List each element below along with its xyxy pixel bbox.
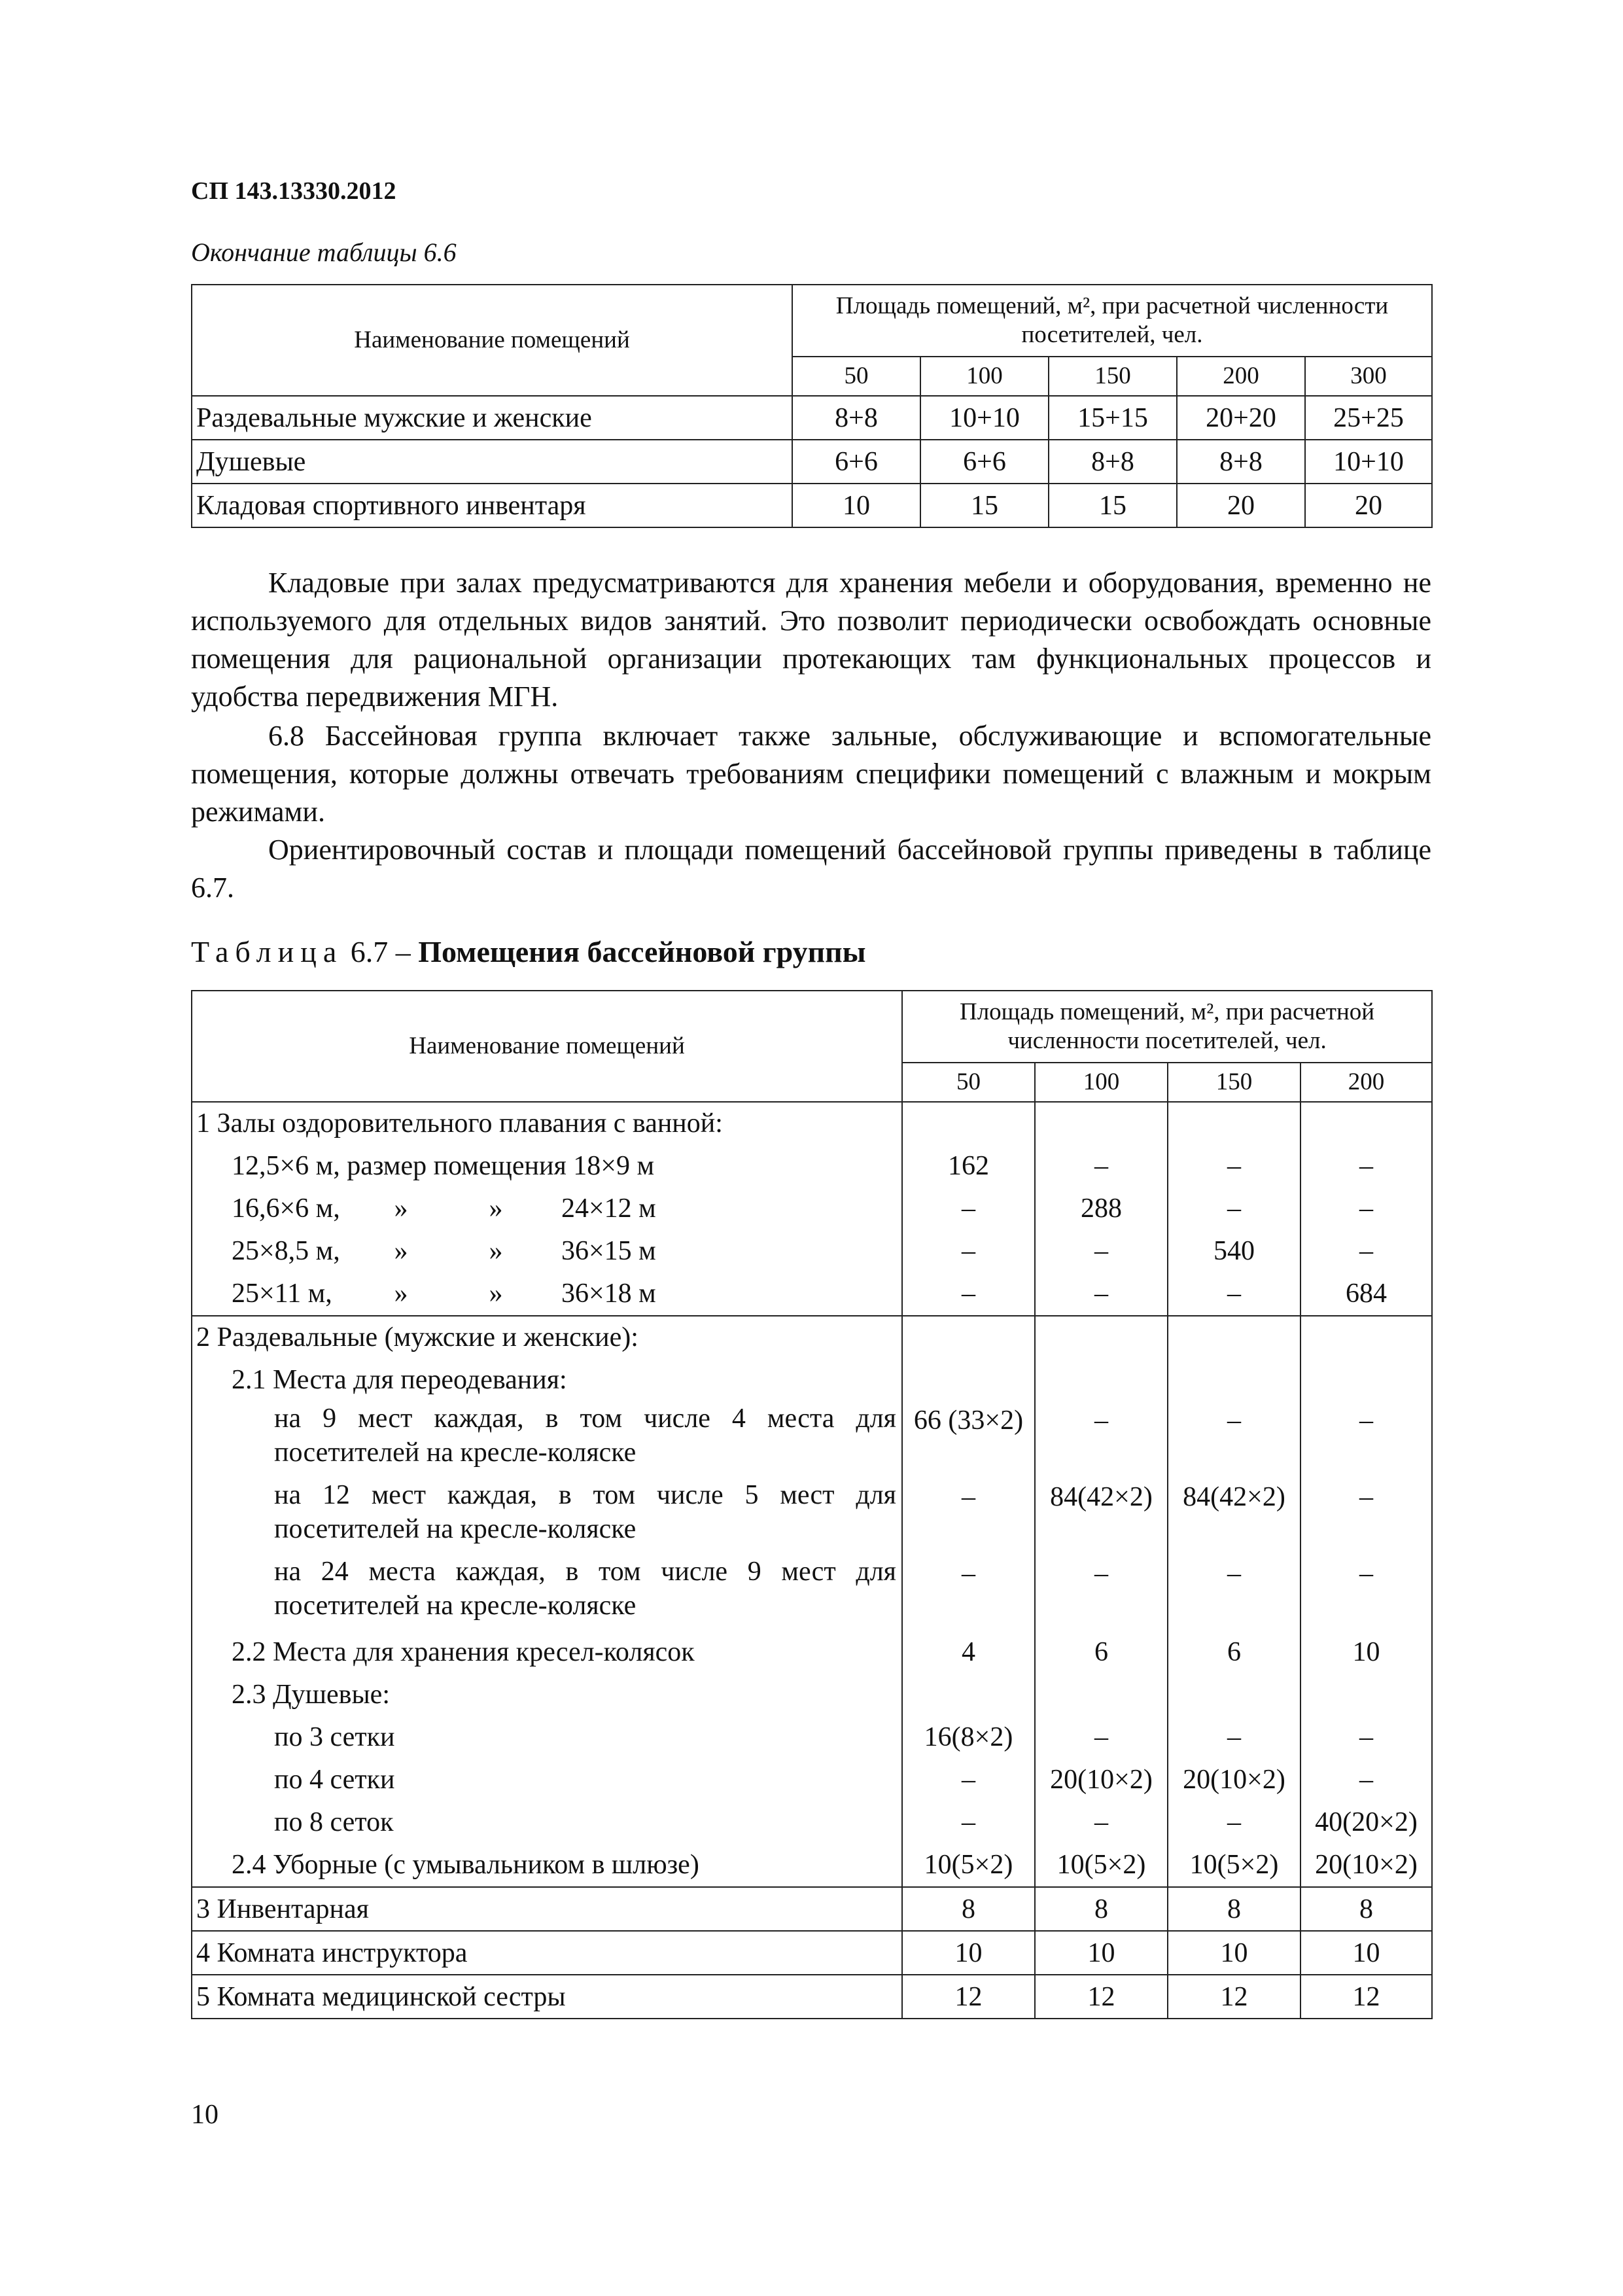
cell: 10 [1168,1931,1300,1975]
table-caption: Таблица 6.7 – Помещения бассейновой группы [191,935,866,968]
cell: 10+10 [1305,440,1432,484]
cell: 8 [1300,1887,1432,1931]
cell: 8 [902,1887,1035,1931]
table-row [192,1975,1432,2019]
row-name: 5 Комната медицинской сестры [192,1975,902,2019]
cell: 8+8 [1177,440,1305,484]
col-header: 300 [1305,357,1432,396]
list-item: 25×11 м, » » 36×18 м [232,1279,656,1309]
cell: 8+8 [1049,440,1177,484]
list-item: на 24 места каждая, в том числе 9 мест для посетителей на кресле-коляске [274,1557,896,1621]
cell: – 84(42×2) – 6 – 20(10×2) – 10(5×2) [1168,1316,1300,1887]
col-header: 150 [1049,357,1177,396]
name-column-header: Наименование помещений [192,991,902,1102]
table-6-7 [191,990,1433,2019]
row-name: 3 Инвентарная [192,1887,902,1931]
cell: 12 [902,1975,1035,2019]
list-item: 12,5×6 м, размер помещения 18×9 м [232,1151,655,1181]
cell: – – 540 – [1168,1102,1300,1316]
col-header: 50 [902,1063,1035,1102]
list-item: на 12 мест каждая, в том числе 5 мест для посетителей на кресле-коляске [274,1480,896,1544]
cell: 12 [1168,1975,1300,2019]
document-code: СП 143.13330.2012 [191,177,396,205]
cell: 12 [1300,1975,1432,2019]
subgroup-title: 2.1 Места для переодевания: [232,1365,567,1395]
cell: 8 [1035,1887,1168,1931]
group-title: 1 Залы оздоровительного плавания с ванной: [196,1108,723,1139]
subgroup-title: 2.3 Душевые: [232,1680,390,1710]
col-header: 150 [1168,1063,1300,1102]
table-6-6 [191,284,1433,528]
list-item: по 3 сетки [274,1722,395,1752]
row-name: 4 Комната инструктора [192,1931,902,1975]
cell: 15 [920,484,1049,527]
table-row [192,440,1432,484]
area-column-header: Площадь помещений, м², при расчетной численности посетителей, чел. [902,991,1432,1063]
row-name: Душевые [192,440,792,484]
list-item: 2.2 Места для хранения кресел-колясок [232,1637,695,1667]
cell: 25+25 [1305,396,1432,440]
cell: – 288 – – [1035,1102,1168,1316]
list-item: по 4 сетки [274,1765,395,1795]
cell: 6+6 [792,440,920,484]
area-column-header: Площадь помещений, м², при расчетной численности посетителей, чел. [792,285,1432,357]
list-item: 25×8,5 м, » » 36×15 м [232,1236,656,1266]
col-header: 100 [1035,1063,1168,1102]
cell: 12 [1035,1975,1168,2019]
col-header: 100 [920,357,1049,396]
cell: – – – 684 [1300,1102,1432,1316]
table-row [192,396,1432,440]
cell: 66 (33×2) – – 4 16(8×2) – – 10(5×2) [902,1316,1035,1887]
paragraph: 6.8 Бассейновая группа включает также зальные, обслуживающие и вспомогательные помещения, которые должны отвечать требованиям специфики помещений с влажным и мокрым режимами. [191,720,1431,828]
cell: 8+8 [792,396,920,440]
cell: 10 [902,1931,1035,1975]
cell: 10+10 [920,396,1049,440]
cell: 20 [1305,484,1432,527]
name-column-header: Наименование помещений [192,285,792,396]
table-row [192,1931,1432,1975]
group-title: 2 Раздевальные (мужские и женские): [196,1322,638,1352]
list-item: 16,6×6 м, » » 24×12 м [232,1193,656,1224]
cell: 20+20 [1177,396,1305,440]
col-header: 50 [792,357,920,396]
cell: – – – 10 – – 40(20×2) 20(10×2) [1300,1316,1432,1887]
table-row-group-pools [192,1102,1432,1316]
cell: 6+6 [920,440,1049,484]
list-item: по 8 сеток [274,1807,394,1837]
cell: 10 [1300,1931,1432,1975]
row-name [192,1102,902,1316]
col-header: 200 [1177,357,1305,396]
cell: 15 [1049,484,1177,527]
page-number: 10 [191,2100,218,2130]
cell: 162 – – – [902,1102,1035,1316]
cell: 20 [1177,484,1305,527]
paragraph: Ориентировочный состав и площади помещений бассейновой группы приведены в таблице 6.7. [191,834,1431,904]
list-item: на 9 мест каждая, в том числе 4 места для посетителей на кресле-коляске [274,1404,896,1468]
paragraph: Кладовые при залах предусматриваются для хранения мебели и оборудования, временно не используемого для отдельных видов занятий. Это позволит периодически освобождать основные помещения для рациональной организации протекающих там функциональных процессов и удобства передвижения МГН. [191,567,1431,713]
cell: 8 [1168,1887,1300,1931]
cell: 10 [792,484,920,527]
cell: 10 [1035,1931,1168,1975]
table-row [192,484,1432,527]
table-continuation-label: Окончание таблицы 6.6 [191,238,457,267]
list-item: 2.4 Уборные (с умывальником в шлюзе) [232,1850,699,1880]
row-name: Кладовая спортивного инвентаря [192,484,792,527]
table-row-group-changing [192,1316,1432,1887]
cell: – 84(42×2) – 6 – 20(10×2) – 10(5×2) [1035,1316,1168,1887]
row-name [192,1316,902,1887]
row-name: Раздевальные мужские и женские [192,396,792,440]
cell: 15+15 [1049,396,1177,440]
col-header: 200 [1300,1063,1432,1102]
table-row [192,1887,1432,1931]
